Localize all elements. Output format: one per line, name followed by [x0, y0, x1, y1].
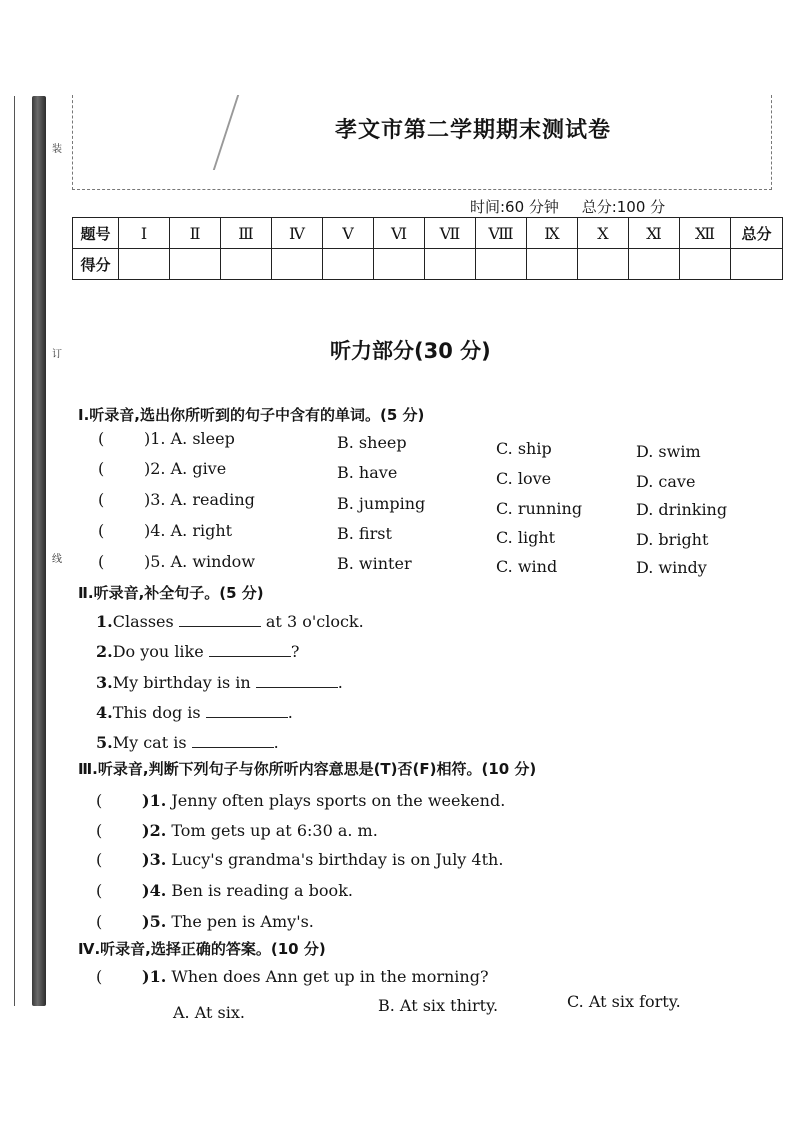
part1-item — [98, 521, 232, 540]
score-col-3: Ⅲ — [221, 218, 272, 249]
option-c: C. light — [496, 528, 556, 547]
score-col-9: Ⅸ — [527, 218, 578, 249]
answer-blank[interactable] — [192, 734, 274, 748]
score-cell-total[interactable] — [731, 249, 783, 280]
option-d: D. bright — [636, 530, 709, 549]
item-number: )5. — [142, 912, 167, 931]
part2-item — [96, 612, 364, 631]
score-cell[interactable] — [170, 249, 221, 280]
score-col-4: Ⅳ — [272, 218, 323, 249]
answer-paren[interactable]: ( — [98, 429, 105, 448]
part2-item — [96, 703, 293, 722]
score-cell[interactable] — [221, 249, 272, 280]
part1-heading: Ⅰ.听录音,选出你所听到的句子中含有的单词。(5 分) — [78, 406, 425, 424]
answer-paren[interactable]: ( — [98, 552, 105, 571]
part3-item — [96, 912, 314, 931]
sentence-end: . — [337, 673, 343, 692]
section-title: 听力部分(30 分) — [330, 339, 491, 363]
part2-heading: Ⅱ.听录音,补全句子。(5 分) — [78, 584, 264, 602]
part4-heading: Ⅳ.听录音,选择正确的答案。(10 分) — [78, 940, 326, 958]
option-c: C. love — [496, 469, 552, 488]
part2-item — [96, 642, 299, 661]
binding-marks — [52, 140, 64, 565]
binding-strip — [32, 96, 46, 1006]
option-b: B. first — [337, 524, 392, 543]
score-cell[interactable] — [425, 249, 476, 280]
item-number: 2. — [96, 642, 113, 661]
page-title: 孝文市第二学期期末测试卷 — [335, 118, 612, 143]
exam-time: 时间:60 分钟 — [470, 198, 559, 216]
option-b: B. At six thirty. — [378, 996, 499, 1015]
option-c: C. running — [496, 499, 583, 518]
answer-paren[interactable]: ( — [96, 821, 103, 840]
statement-text: Lucy's grandma's birthday is on July 4th. — [171, 850, 504, 869]
part3-item — [96, 791, 505, 810]
statement-text: Tom gets up at 6:30 a. m. — [171, 821, 378, 840]
sentence-end: . — [273, 733, 279, 752]
part1-item — [98, 459, 226, 478]
score-col-1: Ⅰ — [119, 218, 170, 249]
score-col-5: Ⅴ — [323, 218, 374, 249]
part2-item — [96, 673, 343, 692]
option-c: C. ship — [496, 439, 552, 458]
item-number: 1. — [96, 612, 113, 631]
score-col-8: Ⅷ — [476, 218, 527, 249]
answer-blank[interactable] — [206, 704, 288, 718]
exam-total: 总分:100 分 — [581, 198, 666, 216]
answer-blank[interactable] — [179, 613, 261, 627]
option-c: C. wind — [496, 557, 558, 576]
binding-mark: 订 — [52, 349, 62, 360]
option-b: B. winter — [337, 554, 412, 573]
sentence-end: . — [287, 703, 293, 722]
answer-paren[interactable]: ( — [98, 490, 105, 509]
answer-paren[interactable]: ( — [96, 791, 103, 810]
option-d: D. windy — [636, 558, 707, 577]
score-table-row-label: 得分 — [73, 249, 119, 280]
item-number: )2. — [142, 821, 167, 840]
answer-paren[interactable]: ( — [98, 459, 105, 478]
part3-item — [96, 821, 378, 840]
score-cell[interactable] — [629, 249, 680, 280]
score-table-header-row — [73, 218, 783, 249]
item-number: )3. — [142, 850, 167, 869]
score-col-total: 总分 — [731, 218, 783, 249]
sentence-start: This dog is — [112, 703, 201, 722]
option-b: B. sheep — [337, 433, 407, 452]
option-a: )2. A. give — [144, 459, 227, 478]
statement-text: Ben is reading a book. — [171, 881, 353, 900]
option-d: D. swim — [636, 442, 701, 461]
statement-text: Jenny often plays sports on the weekend. — [171, 791, 506, 810]
sentence-start: Do you like — [112, 642, 204, 661]
binding-guide-line — [14, 96, 15, 1006]
option-a: A. At six. — [173, 1003, 245, 1022]
item-number: 4. — [96, 703, 113, 722]
score-cell[interactable] — [527, 249, 578, 280]
score-cell[interactable] — [680, 249, 731, 280]
sentence-start: My birthday is in — [112, 673, 251, 692]
option-c: C. At six forty. — [567, 992, 681, 1011]
item-number: )1. — [142, 791, 167, 810]
binding-mark: 装 — [52, 144, 62, 155]
option-a: )3. A. reading — [144, 490, 255, 509]
score-table-score-row — [73, 249, 783, 280]
part2-item — [96, 733, 279, 752]
statement-text: The pen is Amy's. — [171, 912, 314, 931]
item-number: )4. — [142, 881, 167, 900]
sentence-end: ? — [290, 642, 300, 661]
answer-blank[interactable] — [256, 674, 338, 688]
score-cell[interactable] — [323, 249, 374, 280]
sentence-end: at 3 o'clock. — [265, 612, 364, 631]
option-d: D. drinking — [636, 500, 728, 519]
sentence-start: Classes — [112, 612, 174, 631]
answer-blank[interactable] — [209, 643, 291, 657]
answer-paren[interactable]: ( — [96, 912, 103, 931]
item-number: )1. — [142, 967, 167, 986]
score-cell[interactable] — [476, 249, 527, 280]
option-d: D. cave — [636, 472, 696, 491]
score-cell[interactable] — [374, 249, 425, 280]
score-cell[interactable] — [578, 249, 629, 280]
score-col-7: Ⅶ — [425, 218, 476, 249]
answer-paren[interactable]: ( — [96, 881, 103, 900]
option-b: B. have — [337, 463, 398, 482]
option-a: )1. A. sleep — [144, 429, 235, 448]
score-table — [72, 217, 783, 280]
part1-item — [98, 429, 235, 448]
sentence-start: My cat is — [112, 733, 187, 752]
part4-item — [96, 967, 489, 986]
score-col-6: Ⅵ — [374, 218, 425, 249]
question-text: When does Ann get up in the morning? — [171, 967, 489, 986]
answer-paren[interactable]: ( — [98, 521, 105, 540]
option-a: )4. A. right — [144, 521, 233, 540]
score-col-11: Ⅺ — [629, 218, 680, 249]
item-number: 5. — [96, 733, 113, 752]
score-cell[interactable] — [119, 249, 170, 280]
score-cell[interactable] — [272, 249, 323, 280]
part1-item — [98, 490, 255, 509]
part3-item — [96, 881, 353, 900]
score-col-10: Ⅹ — [578, 218, 629, 249]
part1-item — [98, 552, 255, 571]
score-col-12: Ⅻ — [680, 218, 731, 249]
option-b: B. jumping — [337, 494, 426, 513]
answer-paren[interactable]: ( — [96, 850, 103, 869]
part3-heading: Ⅲ.听录音,判断下列句子与你所听内容意思是(T)否(F)相符。(10 分) — [78, 760, 537, 778]
score-table-row-label: 题号 — [73, 218, 119, 249]
answer-paren[interactable]: ( — [96, 967, 103, 986]
part3-item — [96, 850, 503, 869]
binding-mark: 线 — [52, 554, 62, 565]
item-number: 3. — [96, 673, 113, 692]
option-a: )5. A. window — [144, 552, 256, 571]
exam-meta — [470, 196, 683, 217]
score-col-2: Ⅱ — [170, 218, 221, 249]
